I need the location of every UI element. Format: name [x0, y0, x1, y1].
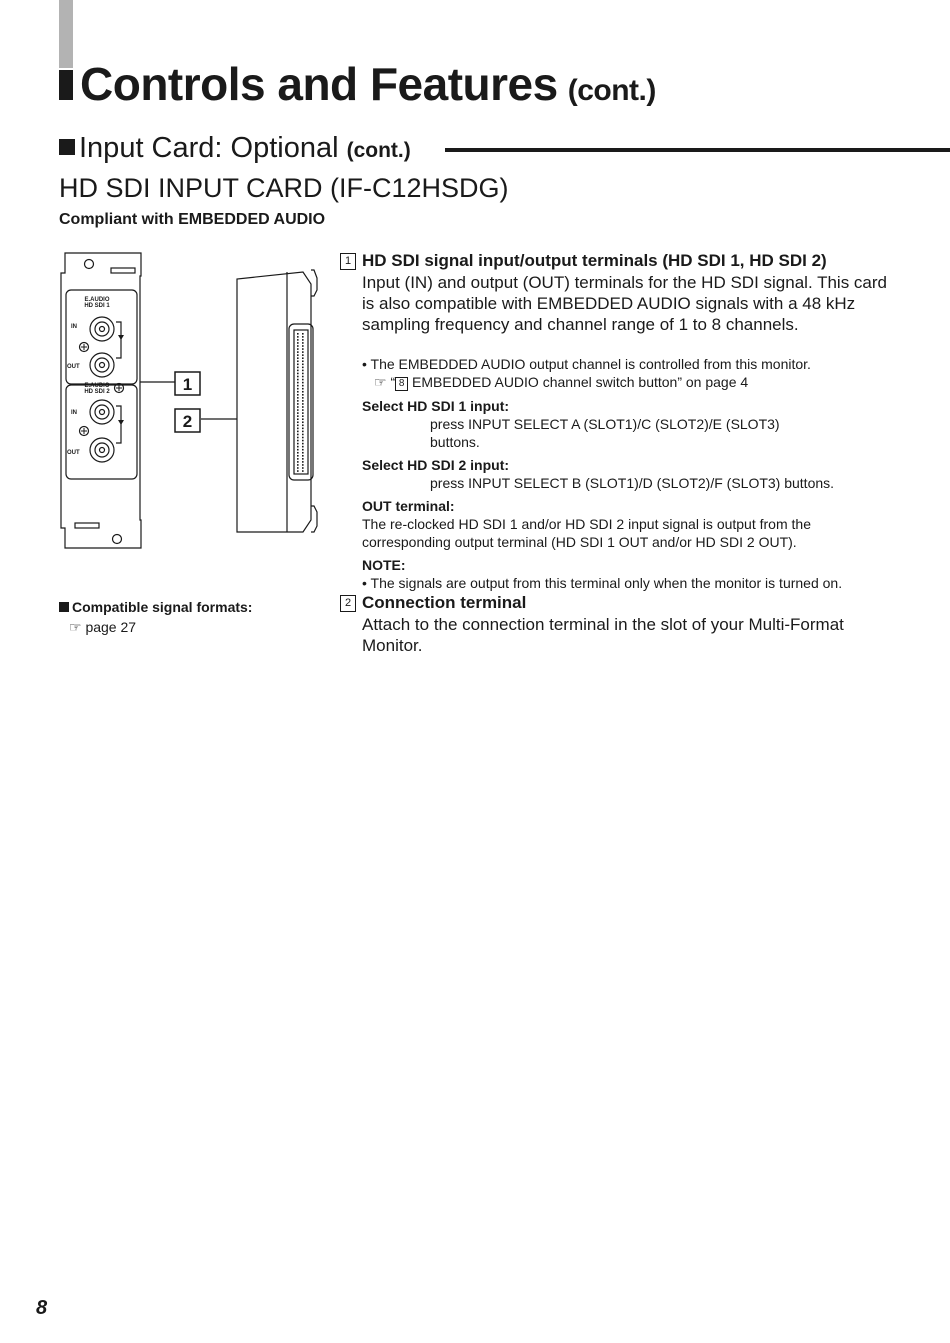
connector-pin — [297, 409, 299, 411]
connector-pin — [297, 440, 299, 442]
hd-sdi-2-in-label: IN — [71, 410, 77, 416]
hd-sdi-2-out-label: OUT — [67, 450, 80, 456]
connector-pin — [302, 431, 304, 433]
connector-pin — [302, 428, 304, 430]
connector-pin — [302, 391, 304, 393]
connector-pin — [297, 443, 299, 445]
item-1-bullet: • The EMBEDDED AUDIO output channel is controlled from this monitor. — [362, 356, 811, 372]
connector-pin — [297, 464, 299, 466]
connector-pin — [297, 360, 299, 362]
connector-pin — [302, 415, 304, 417]
connector-pin — [302, 388, 304, 390]
connector-pin — [297, 391, 299, 393]
connector-pin — [297, 336, 299, 338]
connector-pin — [297, 351, 299, 353]
connector-pin — [302, 418, 304, 420]
connector-pin — [297, 458, 299, 460]
connector-pin — [302, 382, 304, 384]
connector-pin — [297, 373, 299, 375]
black-square-icon — [59, 139, 75, 155]
card-subtitle: HD SDI INPUT CARD (IF-C12HSDG) — [59, 173, 509, 203]
connector-pin — [302, 357, 304, 359]
connector-pin — [302, 470, 304, 472]
hd-sdi-1-label: HD SDI 1 — [84, 303, 110, 309]
connector-pin — [302, 452, 304, 454]
select-hd-sdi-1-line1: press INPUT SELECT A (SLOT1)/C (SLOT2)/E (SLOT3) — [430, 416, 780, 432]
connector-pin — [297, 348, 299, 350]
connector-pin — [302, 394, 304, 396]
out-terminal-line1: The re-clocked HD SDI 1 and/or HD SDI 2 input signal is output from the — [362, 516, 811, 532]
pointing-hand-icon: ☞ — [374, 374, 391, 390]
connector-pin — [297, 461, 299, 463]
section-title — [59, 132, 411, 165]
connector-pin — [302, 406, 304, 408]
connector-pin — [297, 455, 299, 457]
connector-pin — [302, 434, 304, 436]
connector-pin — [302, 443, 304, 445]
connector-pin — [297, 431, 299, 433]
connector-pin — [302, 336, 304, 338]
out-terminal-line2: corresponding output terminal (HD SDI 1 OUT and/or HD SDI 2 OUT). — [362, 534, 797, 550]
item-1-body: Input (IN) and output (OUT) terminals for the HD SDI signal. This card is also compatible with EMBEDDED AUDIO signals with a 48 kHz sampling frequency and channel range of 1 to 8 channels. — [362, 273, 887, 334]
hd-sdi-2-label: HD SDI 2 — [84, 389, 110, 395]
connector-pin — [297, 428, 299, 430]
connector-pin — [297, 400, 299, 402]
select-hd-sdi-2-text: press INPUT SELECT B (SLOT1)/D (SLOT2)/F (SLOT3) buttons. — [430, 475, 835, 491]
connector-pin — [297, 382, 299, 384]
select-hd-sdi-1-label: Select HD SDI 1 input: — [362, 398, 510, 414]
connector-pin — [302, 385, 304, 387]
note-text: • The signals are output from this terminal only when the monitor is turned on. — [362, 575, 843, 591]
connector-pin — [297, 470, 299, 472]
connector-pin — [297, 339, 299, 341]
card-side-view — [237, 270, 317, 532]
callout-2: 2 — [182, 412, 193, 431]
connector-pin — [297, 446, 299, 448]
title-bar-marker — [59, 70, 73, 100]
connector-pin — [297, 449, 299, 451]
connector-pin — [302, 455, 304, 457]
connector-pin — [302, 421, 304, 423]
connector-pin — [297, 403, 299, 405]
connector-pin — [302, 373, 304, 375]
connector-pin — [297, 421, 299, 423]
item-1-reference — [374, 373, 748, 391]
connector-pin — [302, 449, 304, 451]
item-1-title: HD SDI signal input/output terminals (HD SDI 1, HD SDI 2) — [362, 251, 827, 270]
connector-pin — [297, 388, 299, 390]
connector-pin — [302, 333, 304, 335]
connector-pin — [302, 400, 304, 402]
connector-pin — [302, 464, 304, 466]
item-1-number: 1 — [340, 253, 356, 270]
connector-pin — [297, 385, 299, 387]
callout-1: 1 — [182, 375, 193, 394]
page-tab-marker — [59, 0, 73, 68]
connector-pin — [297, 345, 299, 347]
connector-pin — [297, 425, 299, 427]
page-title-suffix: (cont.) — [567, 74, 656, 107]
connector-pin — [302, 348, 304, 350]
connector-pin — [302, 458, 304, 460]
connector-pin — [302, 370, 304, 372]
section-title-text: Input Card: Optional — [79, 132, 339, 164]
connector-pin — [297, 467, 299, 469]
hd-sdi-1-audio-label: E.AUDIO — [84, 297, 110, 303]
connector-pin — [297, 333, 299, 335]
out-terminal-label: OUT terminal: — [362, 498, 455, 514]
connector-pin — [297, 437, 299, 439]
connector-pin — [297, 415, 299, 417]
connector-pin — [297, 412, 299, 414]
black-square-icon — [59, 602, 69, 612]
page-title — [80, 57, 656, 111]
page-number: 8 — [36, 1297, 48, 1319]
connector-pin — [302, 376, 304, 378]
connector-pin — [302, 397, 304, 399]
connector-pin — [302, 461, 304, 463]
item-2-title: Connection terminal — [362, 593, 527, 612]
connector-pin — [297, 397, 299, 399]
connector-pin — [297, 367, 299, 369]
reference-open-quote: “ — [390, 374, 396, 390]
page-title-text: Controls and Features — [80, 58, 558, 110]
hd-sdi-1-in-label: IN — [71, 324, 77, 330]
connector-pin — [302, 467, 304, 469]
connector-pin — [302, 437, 304, 439]
hd-sdi-2-audio-label: E.AUDIO — [84, 383, 110, 389]
connector-pin — [297, 364, 299, 366]
connector-pin — [297, 342, 299, 344]
connector-pin — [302, 339, 304, 341]
callout-boxes — [175, 372, 200, 432]
select-hd-sdi-1-line2: buttons. — [430, 434, 480, 450]
connector-pin — [297, 406, 299, 408]
connector-pin — [297, 370, 299, 372]
compatible-heading-text: Compatible signal formats: — [72, 599, 253, 615]
connector-pin — [302, 354, 304, 356]
connector-pin — [297, 379, 299, 381]
connector-pin — [302, 440, 304, 442]
item-2-body: Attach to the connection terminal in the slot of your Multi-Format Monitor. — [362, 615, 844, 655]
section-header — [59, 132, 950, 168]
connector-pin — [302, 345, 304, 347]
connector-pin — [302, 342, 304, 344]
connector-pin — [297, 354, 299, 356]
connector-pin — [302, 412, 304, 414]
connector-pin — [302, 403, 304, 405]
connector-pin — [297, 434, 299, 436]
connector-pin — [297, 452, 299, 454]
connector-pin — [297, 357, 299, 359]
pointing-hand-icon: ☞ — [69, 619, 86, 635]
connector-pin — [302, 364, 304, 366]
connector-pin — [297, 376, 299, 378]
hd-sdi-1-out-label: OUT — [67, 364, 80, 370]
connector-pin — [297, 394, 299, 396]
connector-pin — [302, 446, 304, 448]
compliance-note: Compliant with EMBEDDED AUDIO — [59, 211, 326, 228]
reference-number: 8 — [395, 377, 408, 391]
connector-pin — [302, 351, 304, 353]
compatible-page-ref — [59, 617, 252, 637]
item-2-number: 2 — [340, 595, 356, 612]
card-diagram — [55, 248, 325, 553]
connector-pin — [302, 409, 304, 411]
section-rule — [445, 148, 950, 152]
connector-pin — [302, 367, 304, 369]
connector-pin — [297, 418, 299, 420]
connector-pin — [302, 379, 304, 381]
connector-pin — [302, 425, 304, 427]
connector-pin — [302, 360, 304, 362]
note-label: NOTE: — [362, 557, 406, 573]
reference-text: EMBEDDED AUDIO channel switch button” on page 4 — [412, 374, 749, 390]
section-title-suffix: (cont.) — [346, 139, 411, 162]
compatible-heading — [59, 597, 252, 617]
compatible-page-ref-text: page 27 — [85, 619, 137, 635]
select-hd-sdi-2-label: Select HD SDI 2 input: — [362, 457, 510, 473]
compatible-signal-formats — [59, 597, 252, 637]
